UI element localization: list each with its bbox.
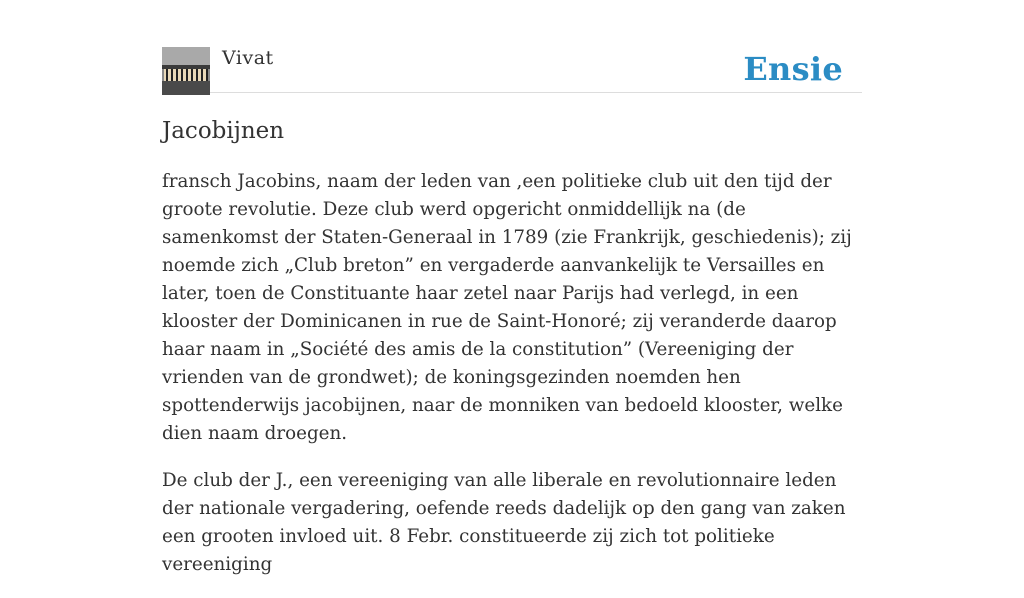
avatar-image-icon [162, 47, 210, 95]
site-header [162, 46, 862, 93]
avatar[interactable] [162, 47, 210, 95]
page-title: Jacobijnen [162, 118, 285, 144]
article-body [162, 168, 862, 598]
site-logo[interactable]: Ensie [743, 50, 843, 88]
author-name[interactable]: Vivat [222, 47, 274, 69]
article-paragraph: De club der J., een vereeniging van alle liberale en revolutionnaire leden der nationale vergadering, oefende reeds dadelijk op den gang van zaken een grooten invloed uit. 8 Febr. constitueerde zij zich tot politieke vereeniging [162, 470, 846, 575]
article-paragraph: fransch Jacobins, naam der leden van ,een politieke club uit den tijd der groote revolutie. Deze club werd opgericht onmiddellijk na (de samenkomst der Staten-Generaal in 1789 (zie Frankrijk, geschiedenis); zij noemde zich „Club breton” en vergaderde aanvankelijk te Versailles en later, toen de Constituante haar zetel naar Parijs had verlegd, in een klooster der Dominicanen in rue de Saint-Honoré; zij veranderde daarop haar naam in „Société des amis de la constitution” (Vereeniging der vrienden van de grondwet); de koningsgezinden noemden hen spottenderwijs jacobijnen, naar de monniken van bedoeld klooster, welke dien naam droegen. [162, 171, 852, 444]
